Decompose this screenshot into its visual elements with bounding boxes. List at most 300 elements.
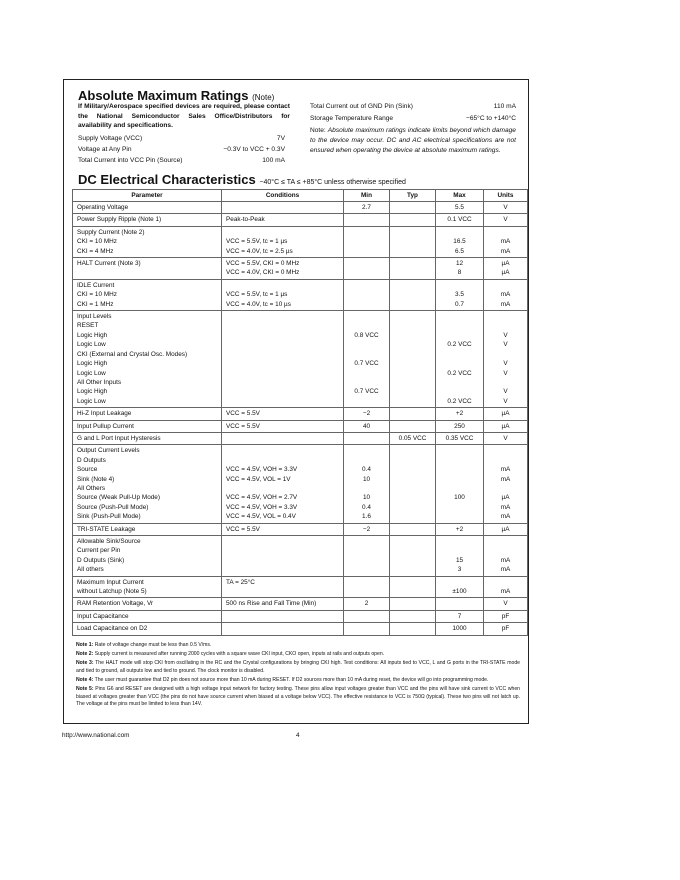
units-cell (484, 623, 528, 635)
cell-line: µA (501, 525, 510, 533)
cell-line (226, 434, 339, 443)
cell-line: 12 (455, 260, 464, 268)
cell-line: RESET (77, 322, 99, 330)
cell-line (438, 537, 481, 546)
page-number: 4 (296, 732, 300, 739)
cell-line (346, 237, 387, 246)
amr-title (78, 88, 274, 103)
cell-line (392, 215, 433, 224)
cell-line: Logic High (77, 360, 108, 368)
cell-line: CKI = 4 MHz (77, 247, 114, 255)
cell-line (392, 578, 433, 587)
cell-line (392, 503, 433, 512)
cell-line (226, 359, 339, 368)
param-cell (73, 202, 222, 214)
cell-line: V (503, 600, 508, 608)
cell-line (226, 331, 339, 340)
cell-line: mA (500, 238, 511, 246)
cell-line: without Latchup (Note 5) (77, 588, 147, 596)
cell-line: D Outputs (Sink) (77, 556, 125, 564)
typ-cell (390, 226, 436, 257)
cell-line (392, 546, 433, 555)
cell-line: Sink (Note 4) (77, 475, 115, 483)
footnote-text: The user must guarantee that D2 pin does not source more than 10 mA during RESET. If D2 sources more than 10 mA during reset, the device will go into programming mode. (94, 676, 489, 683)
cell-line (346, 446, 387, 455)
cell-line: VCC = 5.5V (226, 422, 260, 430)
cond-cell (222, 279, 344, 310)
cell-line (486, 378, 525, 387)
typ-cell (390, 311, 436, 408)
cell-line: mA (500, 291, 511, 299)
cell-line (346, 397, 387, 406)
cell-line: CKI = 10 MHz (77, 238, 117, 246)
storage-temp-rating (310, 115, 516, 122)
cell-line (226, 484, 339, 493)
cell-line (346, 340, 387, 349)
cond-cell (222, 523, 344, 535)
min-cell (344, 598, 390, 610)
min-cell (344, 610, 390, 622)
cell-line: 1000 (452, 625, 467, 633)
cell-line: Source (Weak Pull-Up Mode) (77, 494, 160, 502)
cell-line (392, 203, 433, 212)
cell-line (392, 228, 433, 237)
cell-line (392, 484, 433, 493)
cell-line (438, 456, 481, 465)
min-cell (344, 432, 390, 444)
cell-line (486, 537, 525, 546)
min-cell (344, 420, 390, 432)
units-cell (484, 202, 528, 214)
footnote-text: The HALT mode will stop CKI from oscillating in the RC and the Crystal configurations by bringing CKI high. Test conditions: All inputs tied to VCC, L and G ports in the TRI-STATE mode and tied to ground, all outputs low and tied to ground. The clock monitor is disabled. (76, 660, 521, 674)
cell-line (226, 537, 339, 546)
units-cell (484, 258, 528, 280)
cell-line (392, 537, 433, 546)
max-cell (436, 623, 484, 635)
total-current-value: 100 mA (262, 157, 285, 164)
cell-line: V (503, 369, 508, 377)
cond-cell (222, 445, 344, 523)
cell-line (346, 546, 387, 555)
cell-line (392, 493, 433, 502)
cell-line (392, 565, 433, 574)
cell-line: V (503, 204, 508, 211)
param-cell (73, 420, 222, 432)
cell-line: 8 (457, 269, 462, 277)
cell-line: VCC = 5.5V (226, 525, 260, 533)
min-cell (344, 445, 390, 523)
cell-line: Source (77, 466, 98, 474)
units-cell (484, 408, 528, 420)
cell-line (346, 378, 387, 387)
cell-line: VCC = 4.0V, tc = 10 µs (226, 300, 291, 308)
max-cell (436, 214, 484, 226)
cell-line: +2 (455, 525, 464, 533)
cond-cell (222, 610, 344, 622)
max-cell (436, 432, 484, 444)
cell-line (226, 587, 339, 596)
units-cell (484, 420, 528, 432)
cell-line (226, 546, 339, 555)
cell-line: V (503, 331, 508, 339)
units-cell (484, 523, 528, 535)
param-cell (73, 279, 222, 310)
cell-line (392, 624, 433, 633)
cell-line (392, 409, 433, 418)
cell-line: All others (77, 566, 104, 574)
max-cell (436, 258, 484, 280)
cell-line (486, 578, 525, 587)
cell-line: IDLE Current (77, 281, 115, 289)
units-cell (484, 311, 528, 408)
table-row (73, 279, 528, 310)
cond-cell (222, 420, 344, 432)
cell-line: G and L Port Input Hysteresis (77, 434, 161, 442)
cell-line: 16.5 (453, 238, 466, 246)
footer-url[interactable]: http://www.national.com (62, 732, 130, 739)
supply-voltage-rating (78, 135, 285, 142)
cell-line: Sink (Push-Pull Mode) (77, 513, 141, 521)
cell-line (392, 312, 433, 321)
cell-line: 500 ns Rise and Fall Time (Min) (226, 600, 317, 608)
cell-line: Power Supply Ripple (Note 1) (77, 216, 162, 224)
cell-line: µA (501, 422, 510, 430)
cell-line (346, 456, 387, 465)
cell-line: 40 (362, 422, 371, 430)
min-cell (344, 576, 390, 598)
max-cell (436, 610, 484, 622)
cell-line: µA (501, 260, 510, 268)
max-cell (436, 420, 484, 432)
cell-line (392, 525, 433, 534)
footnote-text: Supply current is measured after running 2000 cycles with a square wave CKI input, CKO open, inputs at rails and outputs open. (94, 651, 385, 658)
footnote-label: Note 4: (76, 676, 94, 683)
min-cell (344, 311, 390, 408)
amr-note-text: Absolute maximum ratings indicate limits beyond which damage to the device may occur. DC and AC electrical specifications are not ensured when operating the device at absolute maximum ratings. (310, 127, 516, 154)
cell-line (346, 587, 387, 596)
footnotes (76, 642, 520, 710)
cell-line (392, 359, 433, 368)
footnote (76, 642, 520, 650)
cell-line (486, 281, 525, 290)
cell-line (486, 456, 525, 465)
cell-line (438, 599, 481, 608)
param-cell (73, 311, 222, 408)
cell-line: 15 (455, 556, 464, 564)
cell-line (486, 484, 525, 493)
table-row (73, 576, 528, 598)
cell-line (486, 312, 525, 321)
cell-line (392, 599, 433, 608)
typ-cell (390, 610, 436, 622)
cell-line (486, 350, 525, 359)
cell-line (346, 268, 387, 277)
cell-line: mA (500, 556, 511, 564)
cell-line (226, 228, 339, 237)
cell-line: pF (501, 612, 510, 620)
header-max: Max (436, 190, 484, 202)
table-row (73, 226, 528, 257)
cell-line: +2 (455, 410, 464, 418)
cell-line: 0.7 VCC (354, 360, 379, 368)
cell-line (346, 369, 387, 378)
max-cell (436, 598, 484, 610)
cell-line (226, 312, 339, 321)
cond-cell (222, 432, 344, 444)
cell-line (438, 475, 481, 484)
max-cell (436, 445, 484, 523)
cell-line: D Outputs (77, 456, 106, 464)
min-cell (344, 279, 390, 310)
max-cell (436, 576, 484, 598)
cond-cell (222, 258, 344, 280)
cell-line (346, 556, 387, 565)
cell-line (226, 378, 339, 387)
cell-line (392, 268, 433, 277)
storage-temp-label: Storage Temperature Range (310, 115, 394, 122)
cell-line: Current per Pin (77, 547, 121, 555)
param-cell (73, 523, 222, 535)
header-conditions: Conditions (222, 190, 344, 202)
cell-line (392, 446, 433, 455)
param-cell (73, 623, 222, 635)
amr-note-label: Note: (310, 127, 326, 134)
header-parameter: Parameter (73, 190, 222, 202)
max-cell (436, 536, 484, 577)
cell-line (346, 484, 387, 493)
cell-line: mA (500, 503, 511, 511)
cell-line: Load Capacitance on D2 (77, 625, 148, 633)
max-cell (436, 226, 484, 257)
table-row (73, 610, 528, 622)
table-row (73, 623, 528, 635)
min-cell (344, 536, 390, 577)
cell-line: Logic High (77, 331, 108, 339)
total-current-rating (78, 157, 285, 164)
cell-line (392, 475, 433, 484)
amr-warning: If Military/Aerospace specified devices are required, please contact the National Semiconductor Sales Office/Distributors for availability and specifications. (78, 103, 290, 129)
cell-line (346, 259, 387, 268)
cell-line: 2 (364, 600, 369, 608)
typ-cell (390, 445, 436, 523)
cell-line: 0.7 VCC (354, 388, 379, 396)
typ-cell (390, 214, 436, 226)
footnote-text: Rate of voltage change must be less than 0.5 V/ms. (94, 642, 212, 648)
cell-line: Logic Low (77, 341, 106, 349)
units-cell (484, 226, 528, 257)
cell-line: VCC = 4.5V, VOH = 2.7V (226, 494, 298, 502)
cell-line: Source (Push-Pull Mode) (77, 503, 149, 511)
cell-line (438, 359, 481, 368)
cell-line: µA (501, 410, 510, 418)
table-row (73, 432, 528, 444)
cell-line: Supply Current (Note 2) (77, 228, 145, 236)
pin-voltage-value: −0.3V to VCC + 0.3V (223, 146, 285, 153)
cell-line (486, 446, 525, 455)
cell-line: VCC = 4.0V, CKI = 0 MHz (226, 269, 300, 277)
cell-line (226, 387, 339, 396)
table-row (73, 536, 528, 577)
cell-line: Operating Voltage (77, 204, 129, 211)
cell-line: RAM Retention Voltage, Vr (77, 600, 154, 608)
cell-line: mA (500, 588, 511, 596)
cond-cell (222, 536, 344, 577)
param-cell (73, 536, 222, 577)
cell-line (392, 331, 433, 340)
cell-line: 6.5 (455, 247, 464, 255)
storage-temp-value: −65°C to +140°C (466, 115, 516, 122)
cell-line (486, 546, 525, 555)
cell-line: VCC = 4.5V, VOH = 3.3V (226, 466, 298, 474)
table-row (73, 214, 528, 226)
param-cell (73, 445, 222, 523)
cell-line (226, 321, 339, 330)
cell-line (226, 203, 339, 212)
typ-cell (390, 576, 436, 598)
cell-line (392, 612, 433, 621)
cell-line: mA (500, 566, 511, 574)
table-row (73, 311, 528, 408)
cell-line (438, 228, 481, 237)
cell-line: mA (500, 475, 511, 483)
cell-line (438, 503, 481, 512)
cond-cell (222, 576, 344, 598)
typ-cell (390, 523, 436, 535)
cell-line: 0.05 VCC (398, 434, 427, 442)
typ-cell (390, 202, 436, 214)
cell-line: VCC = 5.5V, tc = 1 µs (226, 238, 288, 246)
max-cell (436, 311, 484, 408)
cell-line: 1.6 (362, 513, 371, 521)
cell-line: HALT Current (Note 3) (77, 260, 141, 268)
cell-line (346, 624, 387, 633)
header-typ: Typ (390, 190, 436, 202)
table-row (73, 258, 528, 280)
table-row (73, 408, 528, 420)
footnote (76, 677, 520, 685)
cell-line: Input Pullup Current (77, 422, 134, 430)
cell-line: CKI (External and Crystal Osc. Modes) (77, 350, 188, 358)
units-cell (484, 445, 528, 523)
cell-line (346, 300, 387, 309)
cell-line: VCC = 4.0V, tc = 2.5 µs (226, 247, 293, 255)
cond-cell (222, 214, 344, 226)
gnd-current-value: 110 mA (493, 103, 516, 110)
cell-line (346, 312, 387, 321)
cell-line: 10 (362, 494, 371, 502)
table-row (73, 420, 528, 432)
cell-line: 0.1 VCC (447, 216, 472, 224)
cell-line: 10 (362, 475, 371, 483)
cell-line: 7 (457, 612, 462, 620)
pin-voltage-rating (78, 146, 285, 153)
cell-line: mA (500, 466, 511, 474)
cond-cell (222, 202, 344, 214)
cell-line (226, 624, 339, 633)
cell-line (392, 281, 433, 290)
cell-line: VCC = 4.5V, VOL = 1V (226, 475, 291, 483)
cell-line: VCC = 4.5V, VOL = 0.4V (226, 513, 296, 521)
cell-line: V (503, 434, 508, 442)
table-body (73, 202, 528, 636)
dc-characteristics-table (72, 189, 528, 636)
cell-line: mA (500, 300, 511, 308)
cell-line (346, 247, 387, 256)
cell-line: Allowable Sink/Source (77, 538, 141, 545)
cell-line: VCC = 5.5V (226, 410, 260, 418)
dc-condition: −40°C ≤ TA ≤ +85°C unless otherwise specified (259, 179, 406, 186)
cell-line: Peak-to-Peak (226, 216, 265, 224)
units-cell (484, 576, 528, 598)
cell-line (346, 321, 387, 330)
cell-line (486, 228, 525, 237)
cell-line: mA (500, 513, 511, 521)
units-cell (484, 214, 528, 226)
cell-line (346, 537, 387, 546)
cell-line: 3 (457, 566, 462, 574)
cell-line: Input Levels (77, 313, 112, 321)
cell-line: 0.2 VCC (447, 341, 472, 349)
param-cell (73, 226, 222, 257)
cell-line: 3.5 (455, 291, 464, 299)
cell-line (438, 465, 481, 474)
cell-line (226, 612, 339, 621)
cell-line: Maximum Input Current (77, 578, 144, 586)
cell-line (346, 578, 387, 587)
cell-line (392, 300, 433, 309)
header-min: Min (344, 190, 390, 202)
min-cell (344, 226, 390, 257)
cell-line (392, 259, 433, 268)
max-cell (436, 202, 484, 214)
cell-line: 2.7 (362, 204, 371, 211)
cell-line (438, 578, 481, 587)
cell-line: Output Current Levels (77, 447, 140, 455)
dc-title (78, 172, 406, 187)
cell-line (346, 434, 387, 443)
cell-line: V (503, 360, 508, 368)
cell-line: Logic Low (77, 397, 106, 405)
cell-line (438, 312, 481, 321)
max-cell (436, 279, 484, 310)
footnote-label: Note 5: (76, 685, 94, 692)
cell-line (438, 484, 481, 493)
param-cell (73, 408, 222, 420)
cell-line: TA = 25°C (226, 578, 255, 586)
cell-line (392, 456, 433, 465)
cell-line (392, 556, 433, 565)
cond-cell (222, 598, 344, 610)
cell-line (392, 350, 433, 359)
footnote (76, 686, 520, 709)
cell-line (438, 546, 481, 555)
cell-line: 0.4 (362, 503, 371, 511)
gnd-current-rating (310, 103, 516, 110)
units-cell (484, 610, 528, 622)
cell-line (438, 512, 481, 521)
cell-line (226, 397, 339, 406)
cell-line (392, 369, 433, 378)
cell-line (226, 340, 339, 349)
min-cell (344, 408, 390, 420)
param-cell (73, 610, 222, 622)
min-cell (344, 623, 390, 635)
min-cell (344, 523, 390, 535)
cell-line: Logic High (77, 388, 108, 396)
cell-line (392, 512, 433, 521)
cell-line: 0.2 VCC (447, 369, 472, 377)
amr-title-text: Absolute Maximum Ratings (78, 88, 249, 103)
